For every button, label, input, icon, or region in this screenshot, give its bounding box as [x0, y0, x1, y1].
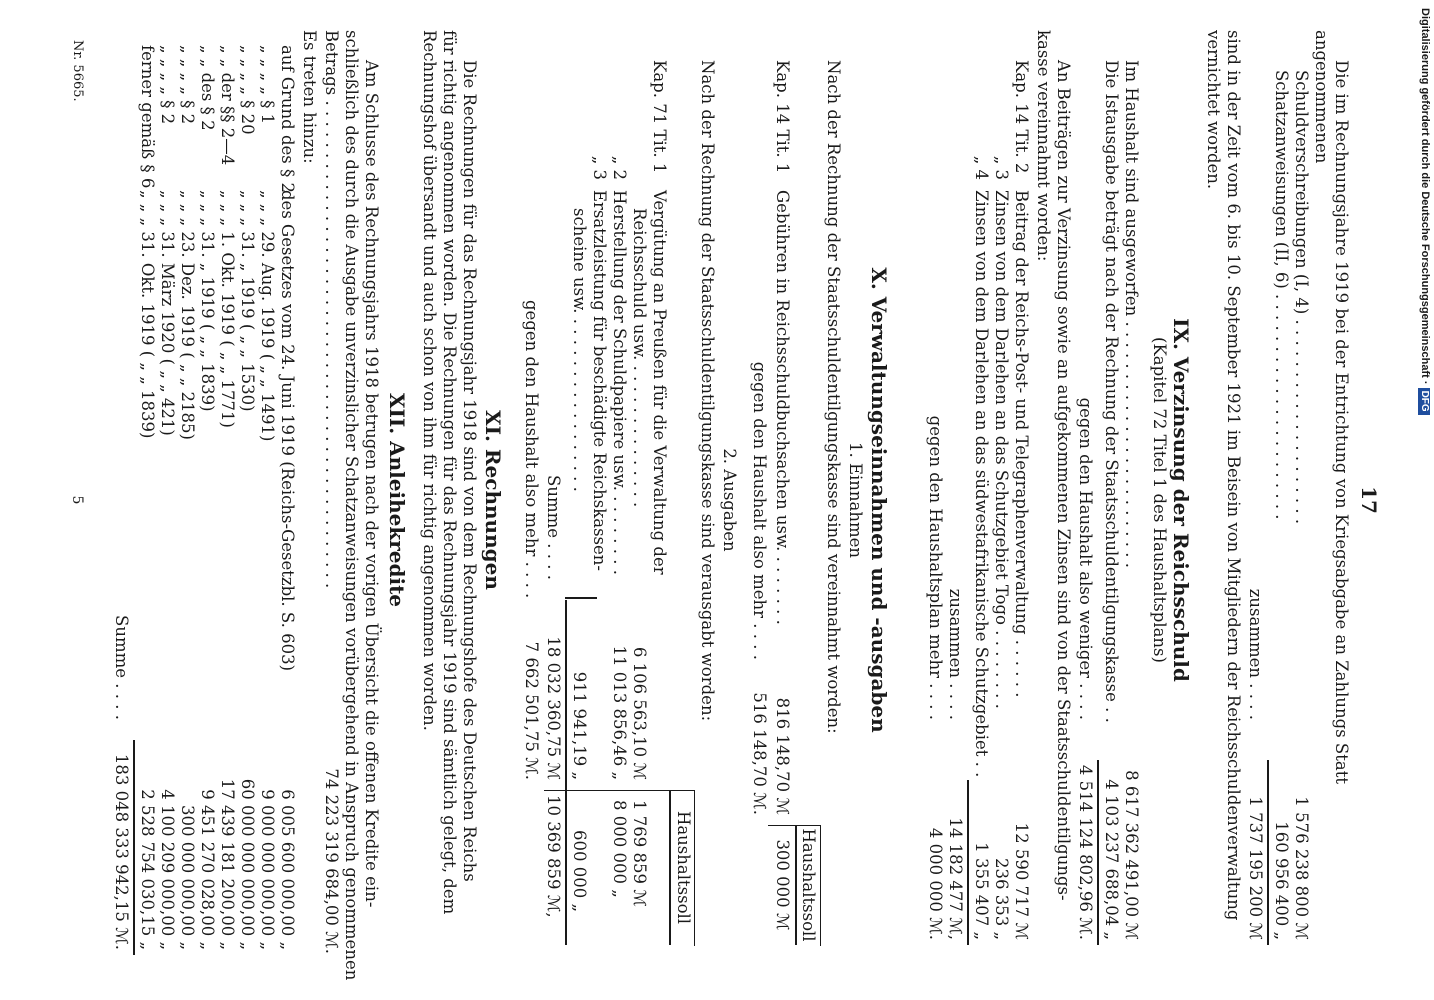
page-number: 17	[1357, 486, 1381, 514]
section-11-title: XI. Rechnungen	[481, 410, 505, 590]
expense-2-value: 11 013 856,46 „	[610, 645, 629, 780]
credit-row-1-value: 6 005 600 000,00 „	[278, 789, 297, 950]
section-11-line-3: Rechnungshof übersandt und auch schon von ihm für richtig angenommen worden.	[420, 30, 439, 731]
section-12-add-label: Es treten hinzu:	[300, 30, 319, 164]
expense-2-soll: 8 000 000 „	[610, 800, 629, 898]
credit-row-6-lead: „ „ „ „ § 2	[178, 45, 197, 125]
income-label: Gebühren in Reichsschuldbuchsachen usw. . . . . . . .	[773, 190, 792, 625]
footer-number: Nr. 5665.	[70, 40, 85, 102]
section-12-line-1: Am Schlusse des Rechnungsjahrs 1918 betrugen nach der vorigen Übersicht die offenen Kredite ein-	[362, 60, 381, 908]
expense-3-prefix: „ 3	[590, 155, 609, 180]
section-10-income-intro: Nach der Rechnung der Staatsschuldentilgungskasse sind vereinnahmt worden:	[824, 60, 843, 734]
section-9-item-2-prefix: „ 3	[992, 155, 1011, 180]
section-12-base-value: 74 223 319 684,00 ℳ.	[321, 700, 341, 954]
funding-credit-text: Digitalisierung gefördert durch die Deutsche Forschungsgemeinschaft ·	[1419, 8, 1431, 385]
section-9-item-2-value: 236 353 „	[992, 857, 1011, 940]
section-9-item-3-label: Zinsen von dem Darlehen an das südwestafrikanische Schutzgebiet . .	[972, 190, 991, 778]
section-9-para-2: kasse vereinnahmt worden:	[1034, 30, 1053, 262]
intro-item-2-value: 160 956 400 „	[1272, 821, 1291, 940]
section-9-item-2-label: Zinsen von dem Darlehen an das Schutzgebiet Togo . . . . . . . .	[992, 190, 1011, 709]
section-9-item-1-value: 12 590 717 ℳ	[1012, 822, 1031, 940]
credit-row-4-law: „ „ „ 1. Okt. 1919 ( „ „ 1771)	[218, 190, 237, 428]
credit-sum-value: 183 048 333 942,15 ℳ.	[112, 753, 131, 950]
section-9-sum-rule	[1098, 760, 1100, 945]
expenses-more-label: gegen den Haushalt also mehr . . . .	[522, 300, 541, 599]
intro-item-1-value: 1 576 238 800 ℳ	[1292, 796, 1311, 940]
expenses-soll-header-rule	[670, 790, 672, 945]
expenses-sum-label: Summe . . . .	[544, 475, 563, 580]
section-10-sub-expenses: 2. Ausgaben	[720, 448, 739, 552]
credit-row-3-lead: „ „ „ „ § 20	[238, 45, 257, 135]
credit-row-2-lead: „ „ „ „ § 1	[258, 45, 277, 125]
section-9-subtitle: (Kapitel 72 Titel 1 des Haushaltsplans)	[1150, 337, 1169, 663]
intro-total-value: 1 737 195 200 ℳ	[1246, 796, 1265, 940]
expense-1-label: Vergütung an Preußen für die Verwaltung der	[650, 190, 669, 575]
section-9-row-1-label: Im Haushalt sind ausgeworfen . . . . . . . . . . . . . . . . . . . . . . . .	[1122, 60, 1141, 568]
dfg-logo: DFG	[1418, 388, 1430, 415]
income-more-label: gegen den Haushalt also mehr . . . .	[750, 361, 769, 660]
credit-row-5-lead: „ „ des § 2	[198, 45, 217, 131]
credit-row-8-lead: ferner gemäß § 6	[138, 45, 157, 189]
expense-1-label-2: Reichsschuld usw. . . . . . . . . . . . . . .	[630, 208, 649, 508]
income-soll-header: Haushaltssoll	[799, 828, 818, 942]
expense-3-label: Ersatzleistung für beschädigte Reichskassen-	[590, 190, 609, 571]
expense-1-prefix: Kap. 71 Tit. 1	[650, 60, 669, 174]
intro-line-2: angenommenen	[1312, 30, 1331, 164]
section-12-title: XII. Anleihekredite	[385, 392, 409, 608]
section-9-items-rule	[968, 780, 970, 945]
section-9-item-3-value: 1 355 407 „	[972, 842, 991, 940]
expenses-sum-value: 18 032 360,75 ℳ	[544, 636, 563, 780]
section-9-less-label: gegen den Haushalt also weniger . . . .	[1076, 397, 1095, 720]
section-9-row-2-value: 4 103 237 688,04 „	[1102, 779, 1121, 940]
section-11-line-2: für richtig angenommen worden. Die Rechnungen für das Rechnungsjahr 1919 sind sämtlich gelegt, dem	[440, 30, 459, 915]
intro-after-2: vernichtet worden.	[1204, 30, 1223, 190]
expenses-more-value: 7 662 501,75 ℳ.	[522, 641, 541, 780]
credit-row-6-law: „ „ „ 23. Dez. 1919 ( „ „ 2185)	[178, 190, 197, 440]
section-9-item-1-label: Beitrag der Reichs-Post- und Telegraphenverwaltung . . . . . .	[1012, 190, 1031, 698]
income-prefix: Kap. 14 Tit. 1	[773, 60, 792, 174]
section-10-title: X. Verwaltungseinnahmen und -ausgaben	[867, 267, 891, 733]
income-more-value: 516 148,70 ℳ.	[750, 692, 769, 815]
section-9-total-label: zusammen . . . .	[946, 588, 965, 720]
section-11-line-1: Die Rechnungen für das Rechnungsjahr 1918 sind von dem Rechnungshofe des Deutschen Reichs	[460, 60, 479, 882]
section-9-item-3-prefix: „ 4	[972, 155, 991, 180]
expense-1-value: 6 106 563,10 ℳ	[630, 646, 649, 780]
section-9-para-1: An Beiträgen zur Verzinsung sowie an aufgekommenen Zinsen sind von der Staatsschuldentilgungs-	[1054, 60, 1073, 901]
intro-line-1: Die im Rechnungsjahre 1919 bei der Entrichtung von Kriegsabgabe an Zahlungs Statt	[1332, 60, 1351, 784]
credit-row-1-lead: auf Grund des § 2	[278, 45, 297, 193]
credit-row-3-value: 60 000 000 000,00 „	[238, 778, 257, 950]
credit-row-7-law: „ „ „ 31. März 1920 ( „ „ 421)	[158, 190, 177, 436]
credit-sum-label: Summe . . . .	[112, 615, 131, 720]
section-9-total-value: 14 182 477 ℳ,	[946, 817, 965, 940]
section-9-less-value: 4 514 124 802,96 ℳ.	[1076, 764, 1095, 940]
income-soll-value: 300 000 ℳ	[773, 839, 792, 931]
expense-2-prefix: „ 2	[610, 155, 629, 180]
credit-sum-rule	[134, 740, 136, 955]
expenses-soll-header: Haushaltssoll	[674, 810, 693, 925]
intro-total-label: zusammen . . . .	[1246, 588, 1265, 720]
expenses-sum-bracket	[565, 597, 597, 599]
expense-1-soll: 1 769 859 ℳ	[630, 800, 649, 907]
expenses-sum-soll: 10 369 859 ℳ,	[544, 795, 563, 918]
section-9-more-value: 4 000 000 ℳ.	[926, 827, 945, 940]
credit-row-7-lead: „ „ „ „ § 2	[158, 45, 177, 125]
credit-row-4-lead: „ „ der §§ 2—4	[218, 45, 237, 166]
footer-signature: 5	[69, 495, 85, 505]
credit-row-2-value: 9 000 000 000,00 „	[258, 789, 277, 950]
section-12-line-3: Betrags . . . . . . . . . . . . . . . . . . . . . . . . . . . . . . . . . . . . . . . . . . . . . . .	[322, 30, 341, 589]
expense-3-label-2: scheine usw. . . . . . . . . . . . . . . . . .	[570, 208, 589, 492]
section-9-more-label: gegen den Haushaltsplan mehr . . . .	[926, 415, 945, 720]
expense-3-value: 911 941,19 „	[570, 671, 589, 780]
intro-item-2-label: Schatzanweisungen (II, 6) . . . . . . . . . . . . . . . . . . . . . .	[1272, 70, 1291, 520]
section-10-expenses-intro: Nach der Rechnung der Staatsschuldentilgungskasse sind verausgabt worden:	[698, 60, 717, 722]
section-10-sub-income: 1. Einnahmen	[846, 441, 865, 559]
section-9-title: IX. Verzinsung der Reichsschuld	[1169, 318, 1193, 682]
intro-after-1: sind in der Zeit vom 6. bis 10. September 1921 im Beisein von Mitgliedern der Reichsschuldenverwaltung	[1224, 30, 1243, 921]
income-soll-header-rule	[796, 825, 798, 945]
expense-2-label: Herstellung der Schuldpapiere usw. . . . . . . . .	[610, 190, 629, 575]
section-9-item-1-prefix: Kap. 14 Tit. 2	[1012, 60, 1031, 174]
section-12-line-2: schließlich des durch die Ausgabe unverzinslicher Schatzanweisungen vorübergehend in Anspruch genommenen	[342, 30, 361, 981]
credit-row-5-value: 9 451 270 028,00 „	[198, 789, 217, 950]
section-9-row-2-label: Die Istausgabe beträgt nach der Rechnung der Staatsschuldentilgungskasse . .	[1102, 60, 1121, 723]
credit-row-2-law: „ „ „ 29. Aug. 1919 ( „ „ 1491)	[258, 190, 277, 442]
expenses-sum-rule	[566, 600, 568, 945]
credit-row-1-law: des Gesetzes vom 24. Juni 1919 (Reichs-Gesetzbl. S. 603)	[278, 190, 297, 672]
credit-row-4-value: 17 439 181 200,00 „	[218, 778, 237, 950]
credit-row-7-value: 4 100 209 000,00 „	[158, 789, 177, 950]
credit-row-6-value: 300 000 000,00 „	[178, 804, 197, 950]
income-value: 816 148,70 ℳ	[773, 697, 792, 815]
funding-sidebar	[1418, 8, 1432, 992]
credit-row-3-law: „ „ „ 31. „ 1919 ( „ „ 1530)	[238, 190, 257, 412]
intro-sum-rule	[1268, 760, 1270, 945]
expense-3-soll: 600 000 „	[570, 830, 589, 913]
credit-row-8-law: „ „ „ 31. Okt. 1919 ( „ „ 1839)	[138, 190, 157, 439]
intro-item-1-label: Schuldverschreibungen (I, 4) . . . . . . . . . . . . . . . . . . . .	[1292, 70, 1311, 525]
credit-row-5-law: „ „ „ 31. „ 1919 ( „ „ 1839)	[198, 190, 217, 412]
funding-sidebar-text-wrap	[1418, 8, 1432, 992]
credit-row-8-value: 2 528 754 030,15 „	[138, 789, 157, 950]
section-9-row-1-value: 8 617 362 491,00 ℳ	[1122, 770, 1141, 940]
